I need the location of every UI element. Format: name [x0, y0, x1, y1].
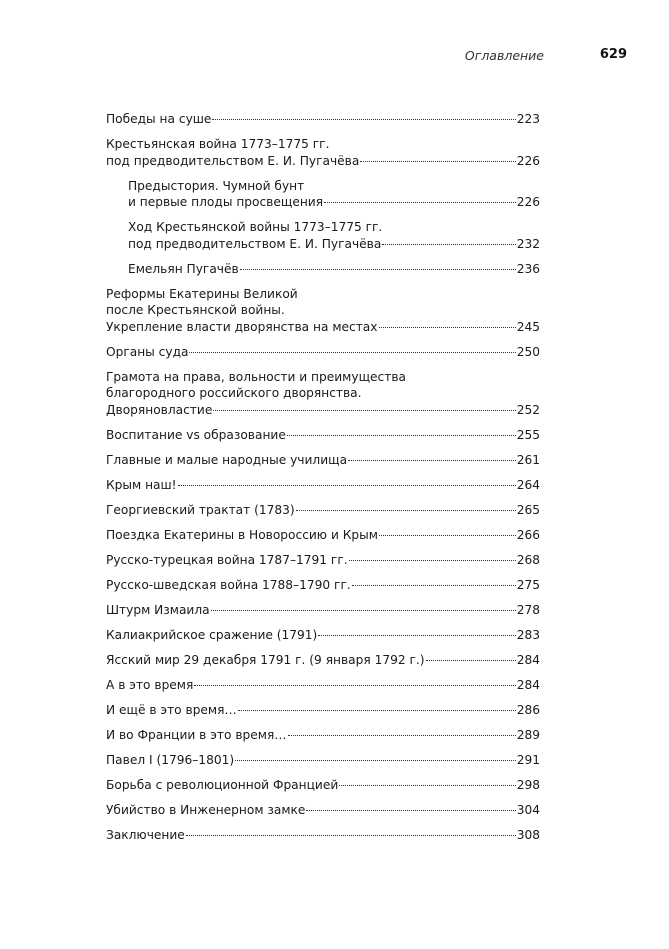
toc-page-number: 291	[516, 752, 540, 767]
dot-leader	[379, 535, 516, 536]
toc-entry-title-line: благородного российского дворянства.	[106, 386, 362, 400]
dot-leader	[211, 610, 516, 611]
toc-entry-title: под предводительством Е. И. Пугачёва	[128, 236, 382, 251]
dot-leader	[426, 660, 516, 661]
toc-page-number: 289	[516, 727, 540, 742]
toc-entry	[106, 369, 540, 419]
toc-entry-line	[106, 752, 540, 769]
toc-entry-title: Крым наш!	[106, 477, 177, 492]
toc-entry	[106, 802, 540, 819]
toc-entry-title-line: Крестьянская война 1773–1775 гг.	[106, 137, 330, 151]
dot-leader	[324, 202, 516, 203]
toc-page-number: 266	[516, 527, 540, 542]
toc-entry	[106, 452, 540, 469]
toc-entry	[106, 652, 540, 669]
toc-entry	[106, 552, 540, 569]
toc-page-number: 252	[516, 402, 540, 417]
toc-entry	[106, 502, 540, 519]
toc-entry-line	[106, 652, 540, 669]
toc-entry-line	[106, 502, 540, 519]
toc-entry	[106, 577, 540, 594]
toc-entry	[128, 261, 540, 278]
toc-entry-line	[106, 552, 540, 569]
toc-entry	[106, 136, 540, 169]
dot-leader	[349, 560, 516, 561]
toc-entry-title-line: Предыстория. Чумной бунт	[128, 178, 305, 193]
toc-entry-line	[106, 319, 540, 336]
toc-page-number: 265	[516, 502, 540, 517]
dot-leader	[352, 585, 516, 586]
dot-leader	[287, 435, 516, 436]
toc-entry-title: Воспитание vs образование	[106, 427, 286, 442]
table-of-contents	[106, 111, 540, 852]
toc-entry-title: под предводительством Е. И. Пугачёва	[106, 153, 360, 168]
toc-entry-line	[106, 827, 540, 844]
toc-page-number: 223	[516, 112, 540, 126]
toc-entry	[106, 477, 540, 494]
toc-entry-line	[106, 427, 540, 444]
toc-page-number: 283	[516, 627, 540, 642]
toc-page-number: 284	[516, 652, 540, 667]
toc-entry-title: Георгиевский трактат (1783)	[106, 502, 295, 517]
toc-entry-title: Штурм Измаила	[106, 602, 210, 617]
toc-entry	[106, 727, 540, 744]
toc-entry-title: Емельян Пугачёв	[128, 261, 239, 276]
toc-page-number: 232	[516, 236, 540, 251]
toc-page-number: 226	[516, 153, 540, 168]
toc-entry	[106, 777, 540, 794]
toc-entry-line	[106, 627, 540, 644]
toc-entry	[106, 752, 540, 769]
toc-entry	[106, 286, 540, 336]
toc-entry-line	[106, 777, 540, 794]
toc-entry-title-line: после Крестьянской войны.	[106, 303, 285, 317]
dot-leader	[318, 635, 515, 636]
dot-leader	[348, 460, 516, 461]
toc-entry-title-line: Ход Крестьянской войны 1773–1775 гг.	[128, 220, 383, 234]
dot-leader	[306, 810, 515, 811]
dot-leader	[240, 269, 516, 270]
toc-entry-line	[106, 677, 540, 694]
toc-entry	[106, 344, 540, 361]
toc-entry-title: Победы на суше	[106, 112, 212, 126]
toc-entry-title: Органы суда	[106, 344, 189, 359]
toc-entry-title: Поездка Екатерины в Новороссию и Крым	[106, 527, 378, 542]
toc-entry-title: И во Франции в это время…	[106, 727, 287, 742]
toc-entry-title: Заключение	[106, 827, 185, 842]
toc-entry	[106, 702, 540, 719]
toc-entry-title-line: Грамота на права, вольности и преимущества	[106, 369, 406, 384]
toc-page-number: 261	[516, 452, 540, 467]
toc-entry-line	[106, 602, 540, 619]
toc-entry-line	[106, 802, 540, 819]
toc-entry	[106, 602, 540, 619]
dot-leader	[194, 685, 515, 686]
toc-entry-line	[128, 261, 540, 278]
toc-entry	[128, 219, 540, 252]
toc-entry	[106, 111, 540, 128]
toc-entry	[106, 827, 540, 844]
toc-entry-title-line: Реформы Екатерины Великой	[106, 286, 298, 301]
toc-entry-title: И ещё в это время…	[106, 702, 237, 717]
toc-page-number: 245	[516, 319, 540, 334]
toc-entry-title: Павел I (1796–1801)	[106, 752, 235, 767]
toc-entry-title: Укрепление власти дворянства на местах	[106, 319, 378, 334]
dot-leader	[339, 785, 515, 786]
toc-page-number: 255	[516, 427, 540, 442]
dot-leader	[238, 710, 516, 711]
toc-entry	[106, 527, 540, 544]
toc-entry-line	[106, 577, 540, 594]
dot-leader	[178, 485, 516, 486]
toc-page-number: 278	[516, 602, 540, 617]
toc-page-number: 308	[516, 827, 540, 842]
toc-page-number: 298	[516, 777, 540, 792]
toc-entry-title: Главные и малые народные училища	[106, 452, 348, 467]
toc-entry-line	[106, 344, 540, 361]
dot-leader	[382, 244, 515, 245]
toc-page-number: 250	[516, 344, 540, 359]
toc-page-number: 275	[516, 577, 540, 592]
toc-page-number: 226	[516, 195, 540, 209]
toc-page-number: 286	[516, 702, 540, 717]
toc-entry-line	[106, 452, 540, 469]
dot-leader	[186, 835, 516, 836]
dot-leader	[235, 760, 516, 761]
toc-page-number: 264	[516, 477, 540, 492]
toc-entry-title: Русско-турецкая война 1787–1791 гг.	[106, 552, 348, 567]
dot-leader	[379, 327, 516, 328]
toc-entry-title: Борьба с революционной Францией	[106, 777, 339, 792]
dot-leader	[189, 352, 515, 353]
running-head-title: Оглавление	[464, 48, 544, 63]
page-number: 629	[599, 47, 627, 62]
toc-entry-title: Убийство в Инженерном замке	[106, 802, 306, 817]
toc-entry-line	[106, 527, 540, 544]
dot-leader	[296, 510, 516, 511]
dot-leader	[212, 119, 515, 120]
toc-entry-line	[106, 727, 540, 744]
running-head	[0, 48, 669, 66]
toc-entry-line	[128, 236, 540, 253]
toc-entry-line	[106, 111, 540, 128]
toc-entry-line	[106, 402, 540, 419]
toc-entry-title: Ясский мир 29 декабря 1791 г. (9 января 1792 г.)	[106, 652, 425, 667]
toc-entry-title: Калиакрийское сражение (1791)	[106, 627, 318, 642]
toc-entry	[128, 178, 540, 211]
toc-entry-line	[128, 194, 540, 211]
toc-entry	[106, 677, 540, 694]
toc-entry-title: и первые плоды просвещения	[128, 195, 324, 209]
dot-leader	[360, 161, 515, 162]
toc-entry	[106, 627, 540, 644]
toc-page-number: 236	[516, 261, 540, 276]
toc-entry-line	[106, 477, 540, 494]
toc-entry	[106, 427, 540, 444]
toc-page-number: 268	[516, 552, 540, 567]
toc-page-number: 284	[516, 677, 540, 692]
dot-leader	[288, 735, 516, 736]
toc-entry-line	[106, 702, 540, 719]
toc-entry-title: Русско-шведская война 1788–1790 гг.	[106, 577, 351, 592]
toc-entry-title: А в это время	[106, 677, 194, 692]
toc-page-number: 304	[516, 802, 540, 817]
toc-entry-line	[106, 153, 540, 170]
toc-entry-title: Дворяновластие	[106, 402, 213, 417]
dot-leader	[213, 410, 515, 411]
